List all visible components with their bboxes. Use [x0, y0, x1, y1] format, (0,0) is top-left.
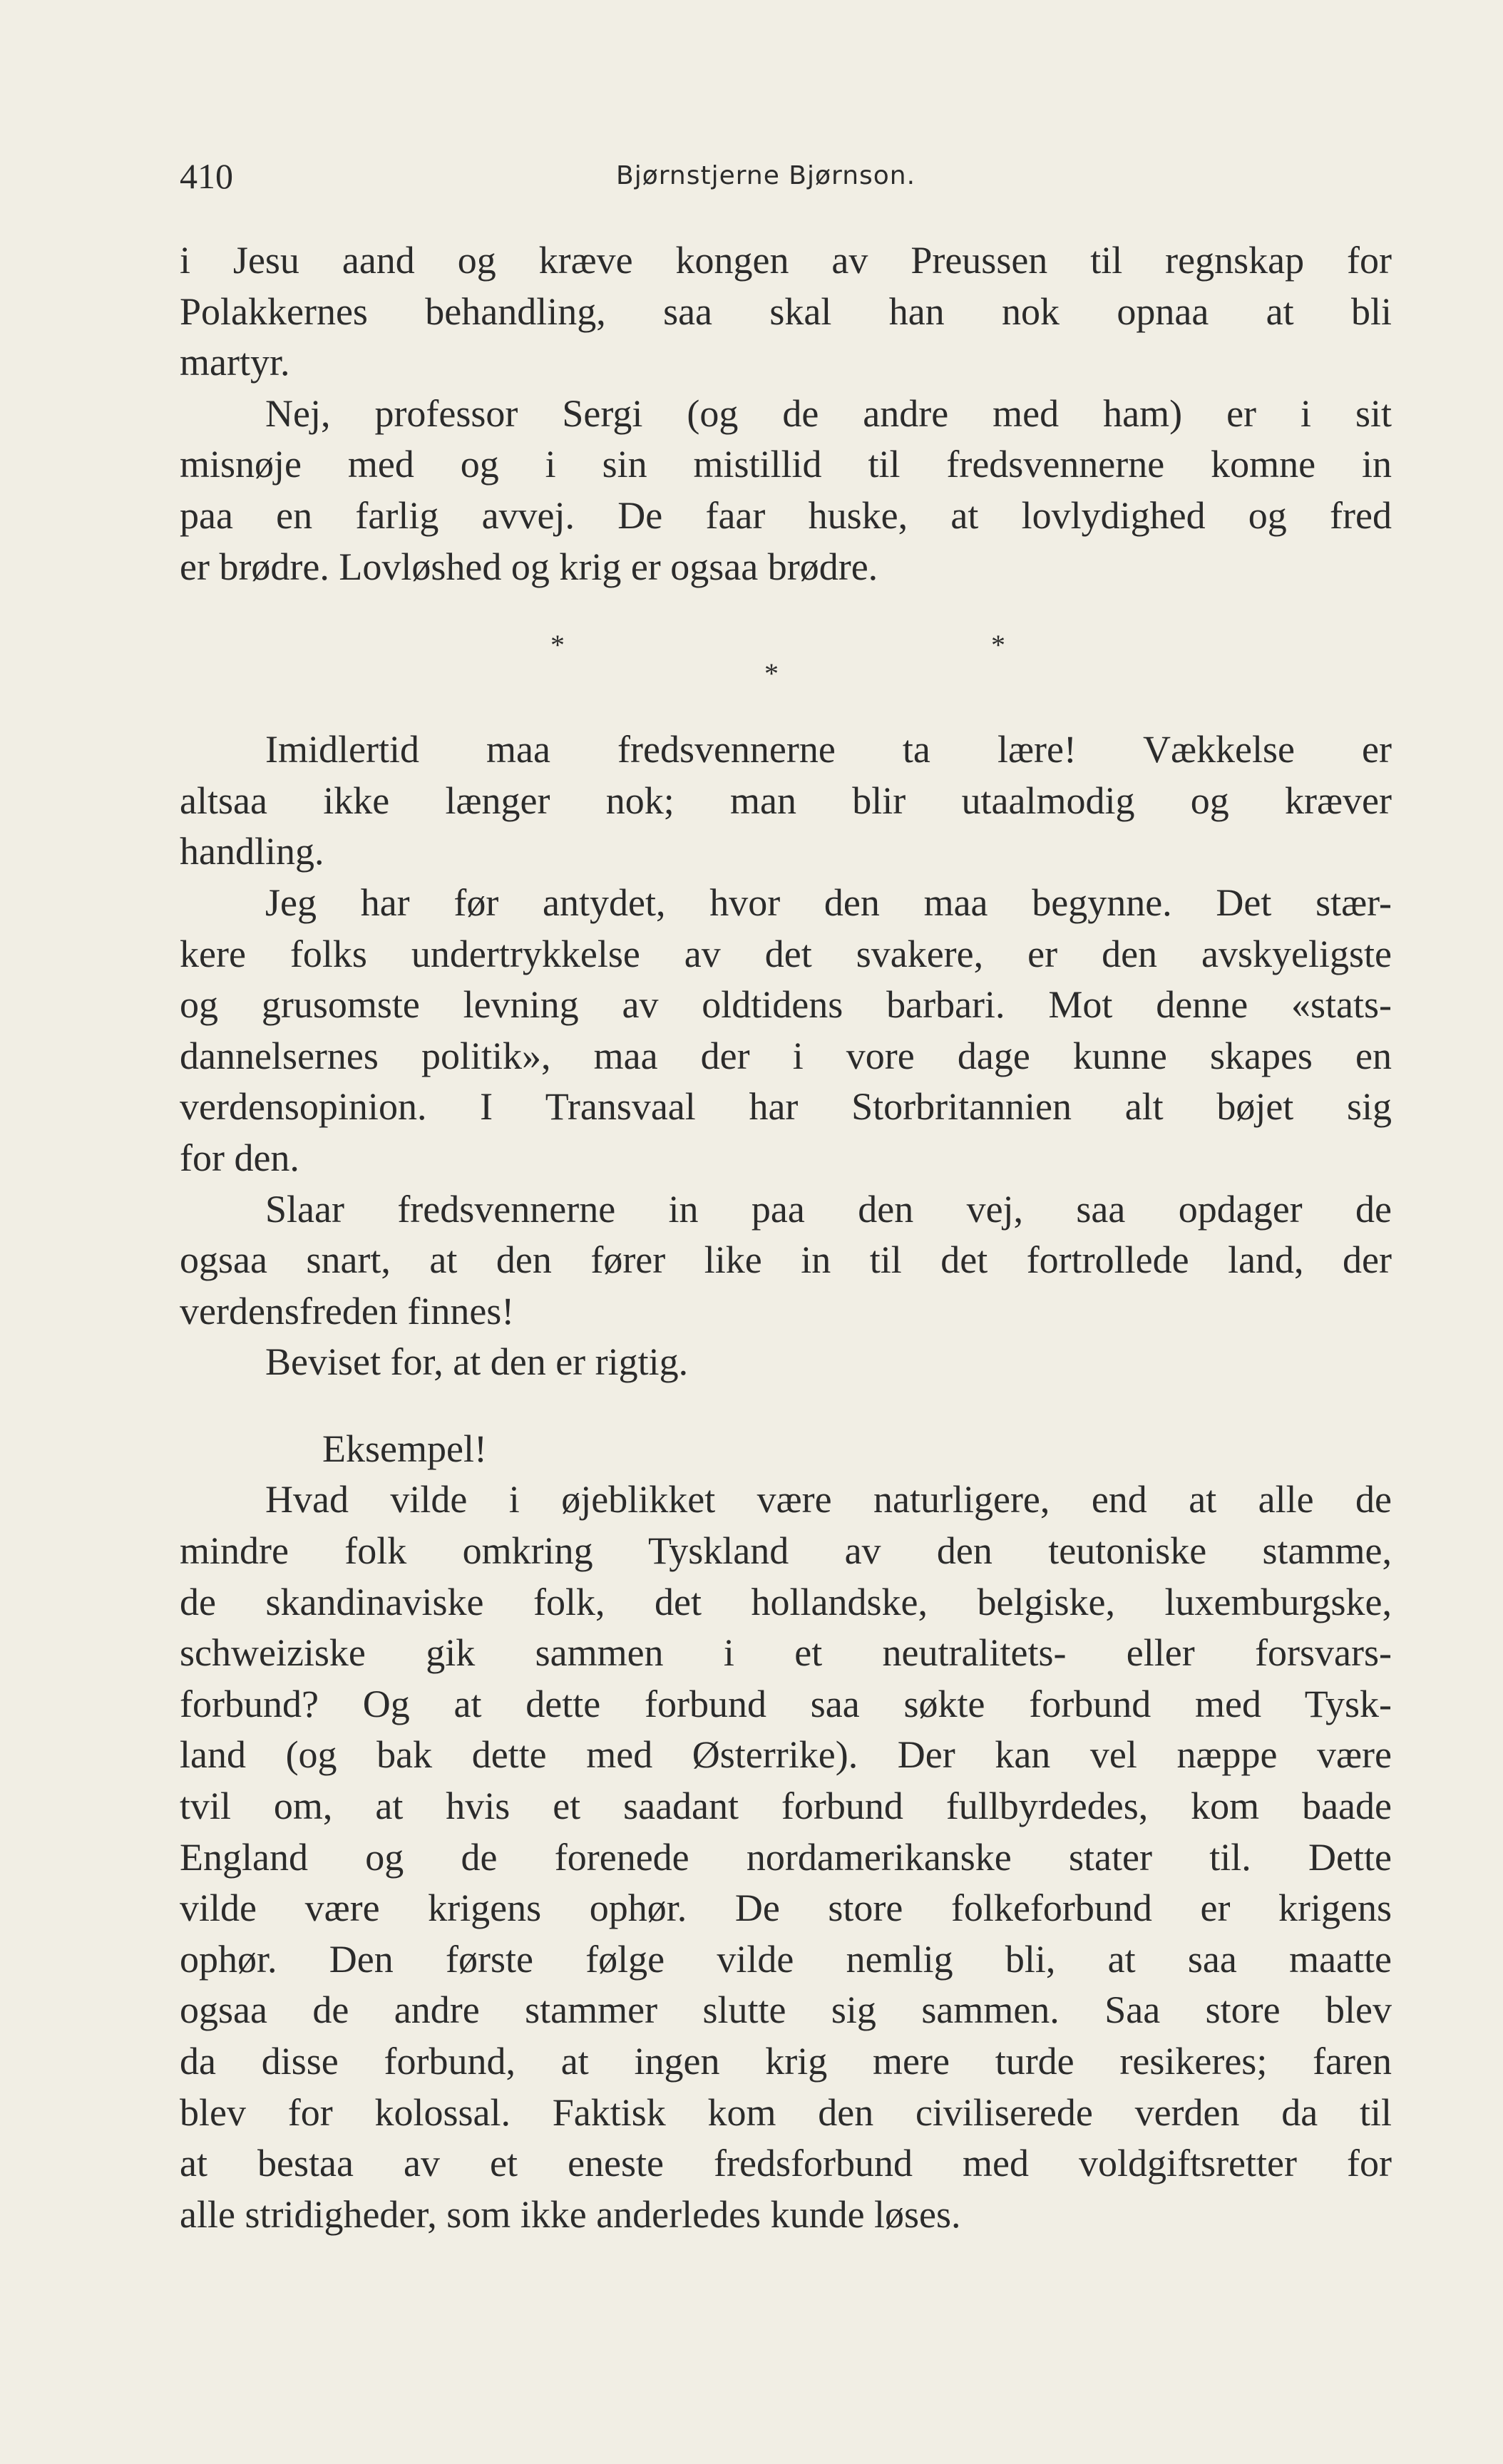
text-line: ogsaa snart, at den fører like in til det fortrollede land, der [180, 1238, 1392, 1282]
page-header [180, 151, 1392, 201]
text-line: de skandinaviske folk, det hollandske, belgiske, luxemburgske, [180, 1580, 1392, 1623]
text-line: altsaa ikke længer nok; man blir utaalmodig og kræver [180, 779, 1392, 822]
text-line: vilde være krigens ophør. De store folkeforbund er krigens [180, 1886, 1392, 1930]
asterisk: * [991, 629, 1005, 662]
text-line: da disse forbund, at ingen krig mere turde resikeres; faren [180, 2040, 1392, 2083]
paragraph [180, 235, 1392, 389]
asterisk: * [550, 629, 565, 662]
asterisk: * [764, 657, 779, 690]
text-line: Nej, professor Sergi (og de andre med ham) er i sit [265, 391, 1392, 435]
paragraph [180, 878, 1392, 1184]
text-line: Polakkernes behandling, saa skal han nok opnaa at bli [180, 289, 1392, 333]
text-line: alle stridigheder, som ikke anderledes kunde løses. [180, 2192, 961, 2236]
paragraph [180, 1337, 1392, 1388]
page-number: 410 [180, 156, 233, 196]
text-line: verdensfreden finnes! [180, 1289, 515, 1333]
text-line: tvil om, at hvis et saadant forbund fullbyrdedes, kom baade [180, 1785, 1392, 1828]
paragraph [180, 724, 1392, 878]
text-line: Slaar fredsvennerne in paa den vej, saa opdager de [265, 1187, 1392, 1231]
text-line: Eksempel! [322, 1427, 487, 1470]
running-head: Bjørnstjerne Bjørnson. [616, 161, 916, 190]
text-line: er brødre. Lovløshed og krig er ogsaa brødre. [180, 545, 878, 588]
paragraph [180, 389, 1392, 592]
text-line: misnøje med og i sin mistillid til fredsvennerne komne in [180, 443, 1392, 486]
paragraph [180, 1424, 1392, 1475]
text-line: mindre folk omkring Tyskland av den teutoniske stamme, [180, 1529, 1392, 1573]
text-line: martyr. [180, 341, 290, 384]
body-text [180, 235, 1392, 2240]
spacer [180, 1388, 1392, 1424]
text-line: forbund? Og at dette forbund saa søkte forbund med Tysk- [180, 1682, 1392, 1725]
text-line: at bestaa av et eneste fredsforbund med voldgiftsretter for [180, 2142, 1392, 2185]
text-line: kere folks undertrykkelse av det svakere, er den avskyeligste [180, 932, 1392, 975]
text-line: handling. [180, 830, 324, 873]
paragraph [180, 1474, 1392, 2240]
text-line: Imidlertid maa fredsvennerne ta lære! Vækkelse er [265, 728, 1392, 771]
text-line: Jeg har før antydet, hvor den maa begynne. Det stær- [265, 881, 1392, 924]
text-line: verdensopinion. I Transvaal har Storbritannien alt bøjet sig [180, 1085, 1392, 1129]
text-line: England og de forenede nordamerikanske stater til. Dette [180, 1835, 1392, 1879]
paragraph [180, 1184, 1392, 1338]
text-line: for den. [180, 1136, 299, 1179]
text-line: Hvad vilde i øjeblikket være naturligere, end at alle de [265, 1478, 1392, 1521]
text-line: land (og bak dette med Østerrike). Der kan vel næppe være [180, 1733, 1392, 1777]
section-separator [180, 592, 1392, 724]
text-line: Beviset for, at den er rigtig. [265, 1340, 689, 1384]
text-line: i Jesu aand og kræve kongen av Preussen til regnskap for [180, 239, 1392, 282]
text-line: ophør. Den første følge vilde nemlig bli, at saa maatte [180, 1937, 1392, 1981]
text-line: og grusomste levning av oldtidens barbari. Mot denne «stats- [180, 983, 1392, 1027]
text-line: dannelsernes politik», maa der i vore dage kunne skapes en [180, 1034, 1392, 1077]
text-line: blev for kolossal. Faktisk kom den civiliserede verden da til [180, 2090, 1392, 2134]
text-line: ogsaa de andre stammer slutte sig sammen. Saa store blev [180, 1988, 1392, 2032]
text-line: schweiziske gik sammen i et neutralitets- eller forsvars- [180, 1631, 1392, 1675]
text-line: paa en farlig avvej. De faar huske, at lovlydighed og fred [180, 493, 1392, 537]
